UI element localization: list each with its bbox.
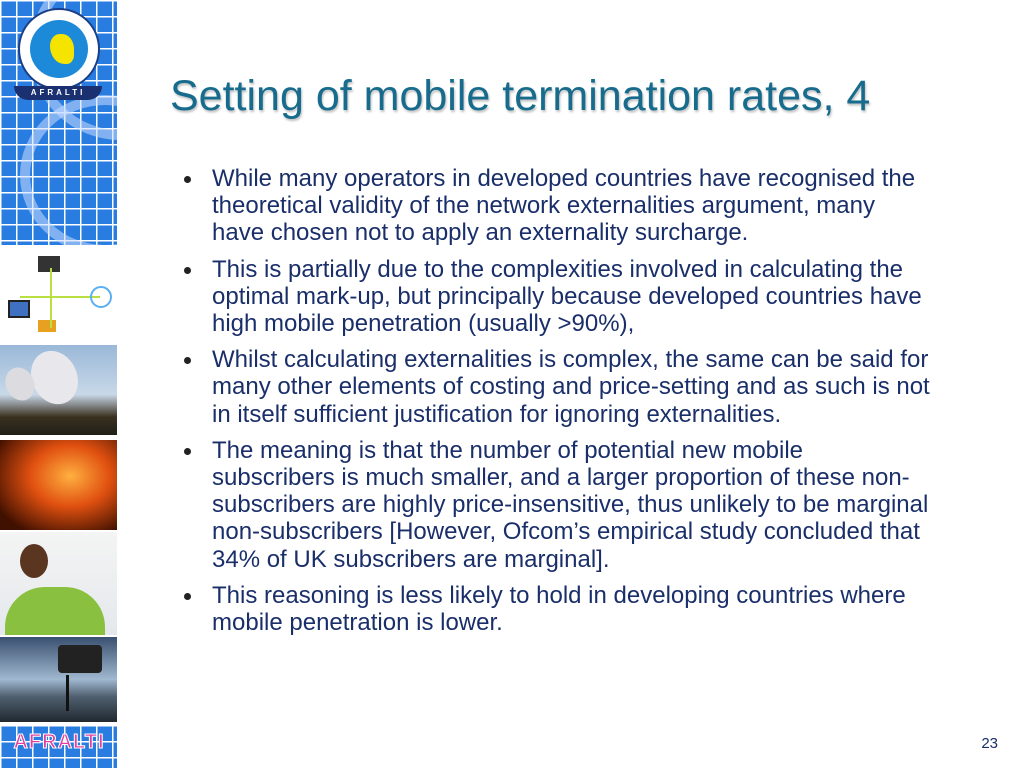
bullet-dot-icon (184, 593, 191, 600)
bullet-text-line: in itself sufficient justification for ignoring externalities. (212, 400, 782, 428)
logo-panel (0, 0, 117, 245)
bullet-item (184, 437, 1004, 573)
bullet-text-line: subscribers are highly price-insensitive, thus unlikely to be marginal (212, 491, 929, 519)
bullet-text-line: Whilst calculating externalities is complex, the same can be said for (212, 346, 929, 374)
afralti-wordmark: AFRALTI (13, 731, 105, 753)
satellite-dishes-image (0, 345, 117, 435)
afralti-logo (18, 8, 100, 90)
afralti-footer-logo (0, 725, 117, 768)
bullet-text-line: 34% of UK subscribers are marginal]. (212, 545, 610, 573)
phone-photo-image (0, 637, 117, 722)
bullet-text-line: The meaning is that the number of potential new mobile (212, 436, 804, 464)
bullet-item (184, 582, 1004, 636)
bullet-dot-icon (184, 267, 191, 274)
bullet-dot-icon (184, 448, 191, 455)
bullet-text-line: mobile penetration is lower. (212, 609, 503, 637)
woman-on-phone-image (0, 532, 117, 635)
bullet-text-line: have chosen not to apply an externality surcharge. (212, 219, 749, 247)
network-image (0, 248, 117, 340)
bullet-item (184, 256, 1004, 338)
bullet-text-line: high mobile penetration (usually >90%), (212, 310, 635, 338)
fiber-optic-image (0, 440, 117, 530)
bullet-item (184, 346, 1004, 428)
bullet-dot-icon (184, 176, 191, 183)
bullet-list (184, 165, 1004, 645)
sidebar-image-strip (0, 0, 117, 768)
bullet-text-line: many other elements of costing and price-setting and as such is not (212, 373, 930, 401)
bullet-text-line: optimal mark-up, but principally because developed countries have (212, 282, 922, 310)
bullet-item (184, 165, 1004, 247)
logo-banner: AFRALTI (14, 86, 102, 100)
bullet-dot-icon (184, 357, 191, 364)
bullet-text-line: non-subscribers [However, Ofcom’s empirical study concluded that (212, 518, 920, 546)
bullet-text-line: This is partially due to the complexities involved in calculating the (212, 255, 904, 283)
bullet-text-line: While many operators in developed countries have recognised the (212, 165, 916, 192)
bullet-text-line: subscribers is much smaller, and a larger proportion of these non- (212, 464, 910, 492)
bullet-text-line: This reasoning is less likely to hold in developing countries where (212, 581, 906, 609)
slide-title: Setting of mobile termination rates, 4 (170, 72, 871, 120)
bullet-text-line: theoretical validity of the network externalities argument, many (212, 192, 875, 220)
page-number: 23 (981, 735, 998, 752)
